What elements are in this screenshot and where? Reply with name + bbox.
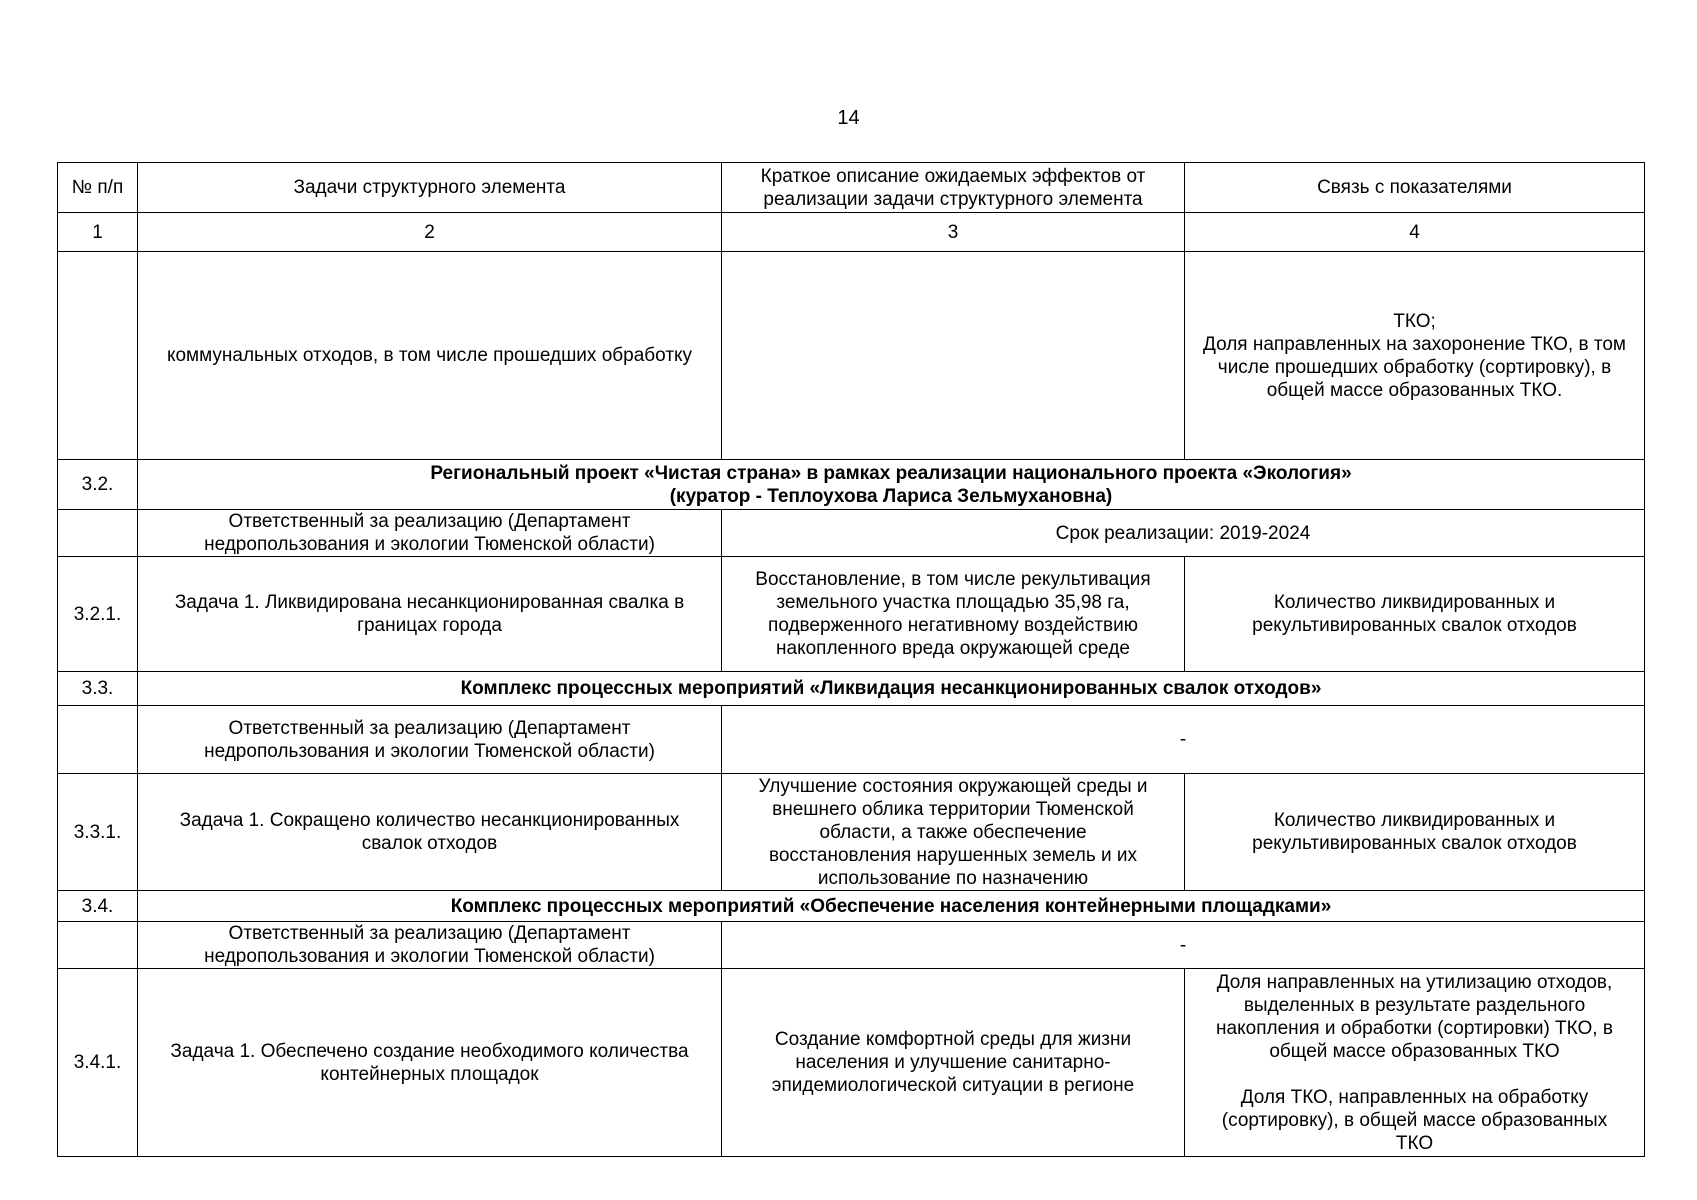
- responsible-text: [138, 510, 722, 557]
- section-title-line2: (куратор - Теплоухова Лариса Зельмухановна): [669, 485, 1113, 507]
- task-effect: [722, 557, 1185, 672]
- column-number-3: 3: [722, 213, 1185, 252]
- header-col-tasks: Задачи структурного элемента: [138, 163, 722, 213]
- task-effect-line: Улучшение состояния окружающей среды и: [758, 775, 1148, 797]
- task-text-line1: Задача 1. Обеспечено создание необходимого количества: [170, 1040, 689, 1062]
- section-row-3-2: [58, 460, 1645, 510]
- responsible-line2: недропользования и экологии Тюменской области): [204, 946, 655, 967]
- column-number-1: 1: [58, 213, 138, 252]
- task-text-line2: границах города: [357, 615, 502, 636]
- task-indicator-line: выделенных в результате раздельного: [1243, 994, 1586, 1016]
- continuation-number: [58, 252, 138, 460]
- task-number: 3.4.1.: [58, 969, 138, 1157]
- continuation-indicator-line: общей массе образованных ТКО.: [1266, 379, 1563, 401]
- section-title: [138, 460, 1645, 510]
- task-indicator-line: ТКО: [1395, 1132, 1434, 1154]
- task-effect-line: Восстановление, в том числе рекультивация: [755, 569, 1151, 590]
- responsible-line2: недропользования и экологии Тюменской области): [204, 740, 655, 762]
- responsible-row-3-4: [58, 922, 1645, 969]
- header-col-effects-line1: Краткое описание ожидаемых эффектов от: [760, 165, 1146, 187]
- task-indicator: [1185, 774, 1645, 891]
- task-effect-line: накопленного вреда окружающей среде: [776, 638, 1130, 659]
- task-text-line2: свалок отходов: [361, 833, 498, 854]
- task-effect: [722, 969, 1185, 1157]
- task-indicator-line: накопления и обработки (сортировки) ТКО, в: [1216, 1017, 1613, 1039]
- measures-table: [57, 162, 1645, 1157]
- task-effect-line: земельного участка площадью 35,98 га,: [776, 592, 1130, 613]
- task-text-line2: контейнерных площадок: [320, 1063, 539, 1085]
- task-indicator-line2: рекультивированных свалок отходов: [1252, 615, 1577, 636]
- section-number: 3.3.: [58, 672, 138, 706]
- task-indicator-line1: Количество ликвидированных и: [1273, 810, 1556, 831]
- page-number: 14: [837, 107, 860, 129]
- task-effect: [722, 774, 1185, 891]
- column-number-row: [58, 213, 1645, 252]
- task-indicator-line: Доля ТКО, направленных на обработку: [1240, 1086, 1589, 1108]
- task-indicator-line: общей массе образованных ТКО: [1269, 1040, 1560, 1062]
- responsible-row-3-2: [58, 510, 1645, 557]
- continuation-effect: [722, 252, 1185, 460]
- task-indicator-line: (сортировку), в общей массе образованных: [1221, 1109, 1608, 1131]
- task-number: 3.2.1.: [58, 557, 138, 672]
- task-text: [138, 969, 722, 1157]
- section-title-line1: Региональный проект «Чистая страна» в рамках реализации национального проекта «Экология»: [430, 462, 1352, 484]
- task-text-line1: Задача 1. Сокращено количество несанкционированных: [179, 810, 680, 831]
- responsible-line2: недропользования и экологии Тюменской области): [204, 534, 655, 555]
- task-text: [138, 774, 722, 891]
- task-text-line1: Задача 1. Ликвидирована несанкционированная свалка в: [174, 592, 685, 613]
- responsible-line1: Ответственный за реализацию (Департамент: [228, 923, 631, 944]
- implementation-term: Срок реализации: 2019-2024: [722, 510, 1645, 557]
- task-text: [138, 557, 722, 672]
- task-effect-line: эпидемиологической ситуации в регионе: [771, 1075, 1135, 1096]
- responsible-number: [58, 922, 138, 969]
- task-effect-line: использование по назначению: [817, 867, 1089, 889]
- task-row-3-2-1: [58, 557, 1645, 672]
- responsible-text: [138, 922, 722, 969]
- responsible-line1: Ответственный за реализацию (Департамент: [228, 511, 631, 532]
- continuation-indicator-line: Доля направленных на захоронение ТКО, в том: [1202, 333, 1626, 355]
- task-effect-line: населения и улучшение санитарно-: [795, 1052, 1111, 1073]
- continuation-indicator-line: ТКО;: [1393, 310, 1436, 332]
- responsible-number: [58, 510, 138, 557]
- responsible-row-3-3: [58, 706, 1645, 774]
- section-title: Комплекс процессных мероприятий «Ликвидация несанкционированных свалок отходов»: [138, 672, 1645, 706]
- header-col-effects: [722, 163, 1185, 213]
- header-col-number: № п/п: [58, 163, 138, 213]
- column-number-4: 4: [1185, 213, 1645, 252]
- section-number: 3.4.: [58, 891, 138, 922]
- section-row-3-4: [58, 891, 1645, 922]
- task-indicator: [1185, 969, 1645, 1157]
- responsible-number: [58, 706, 138, 774]
- continuation-task-text: коммунальных отходов, в том числе прошедших обработку: [138, 252, 722, 460]
- task-indicator-line: Доля направленных на утилизацию отходов,: [1216, 971, 1613, 993]
- task-indicator-line1: Количество ликвидированных и: [1273, 592, 1556, 613]
- implementation-term: -: [722, 922, 1645, 969]
- task-row-3-4-1: [58, 969, 1645, 1157]
- continuation-indicator-line: числе прошедших обработку (сортировку), в: [1217, 356, 1612, 378]
- indicator-spacer: [1191, 1063, 1638, 1086]
- task-effect-line: подверженного негативному воздействию: [768, 615, 1138, 636]
- continuation-indicators: [1185, 252, 1645, 460]
- header-row: [58, 163, 1645, 213]
- task-effect-line: внешнего облика территории Тюменской: [772, 798, 1134, 820]
- column-number-2: 2: [138, 213, 722, 252]
- responsible-line1: Ответственный за реализацию (Департамент: [228, 717, 631, 739]
- task-indicator-line2: рекультивированных свалок отходов: [1252, 833, 1577, 854]
- responsible-text: [138, 706, 722, 774]
- task-effect-line: области, а также обеспечение: [819, 821, 1087, 843]
- continuation-row: [58, 252, 1645, 460]
- section-number: 3.2.: [58, 460, 138, 510]
- header-col-effects-line2: реализации задачи структурного элемента: [763, 188, 1143, 210]
- implementation-term: -: [722, 706, 1645, 774]
- task-indicator: [1185, 557, 1645, 672]
- task-row-3-3-1: [58, 774, 1645, 891]
- section-row-3-3: [58, 672, 1645, 706]
- task-effect-line: восстановления нарушенных земель и их: [768, 844, 1138, 866]
- task-effect-line: Создание комфортной среды для жизни: [774, 1029, 1132, 1050]
- section-title: Комплекс процессных мероприятий «Обеспечение населения контейнерными площадками»: [138, 891, 1645, 922]
- header-col-indicators: Связь с показателями: [1185, 163, 1645, 213]
- task-number: 3.3.1.: [58, 774, 138, 891]
